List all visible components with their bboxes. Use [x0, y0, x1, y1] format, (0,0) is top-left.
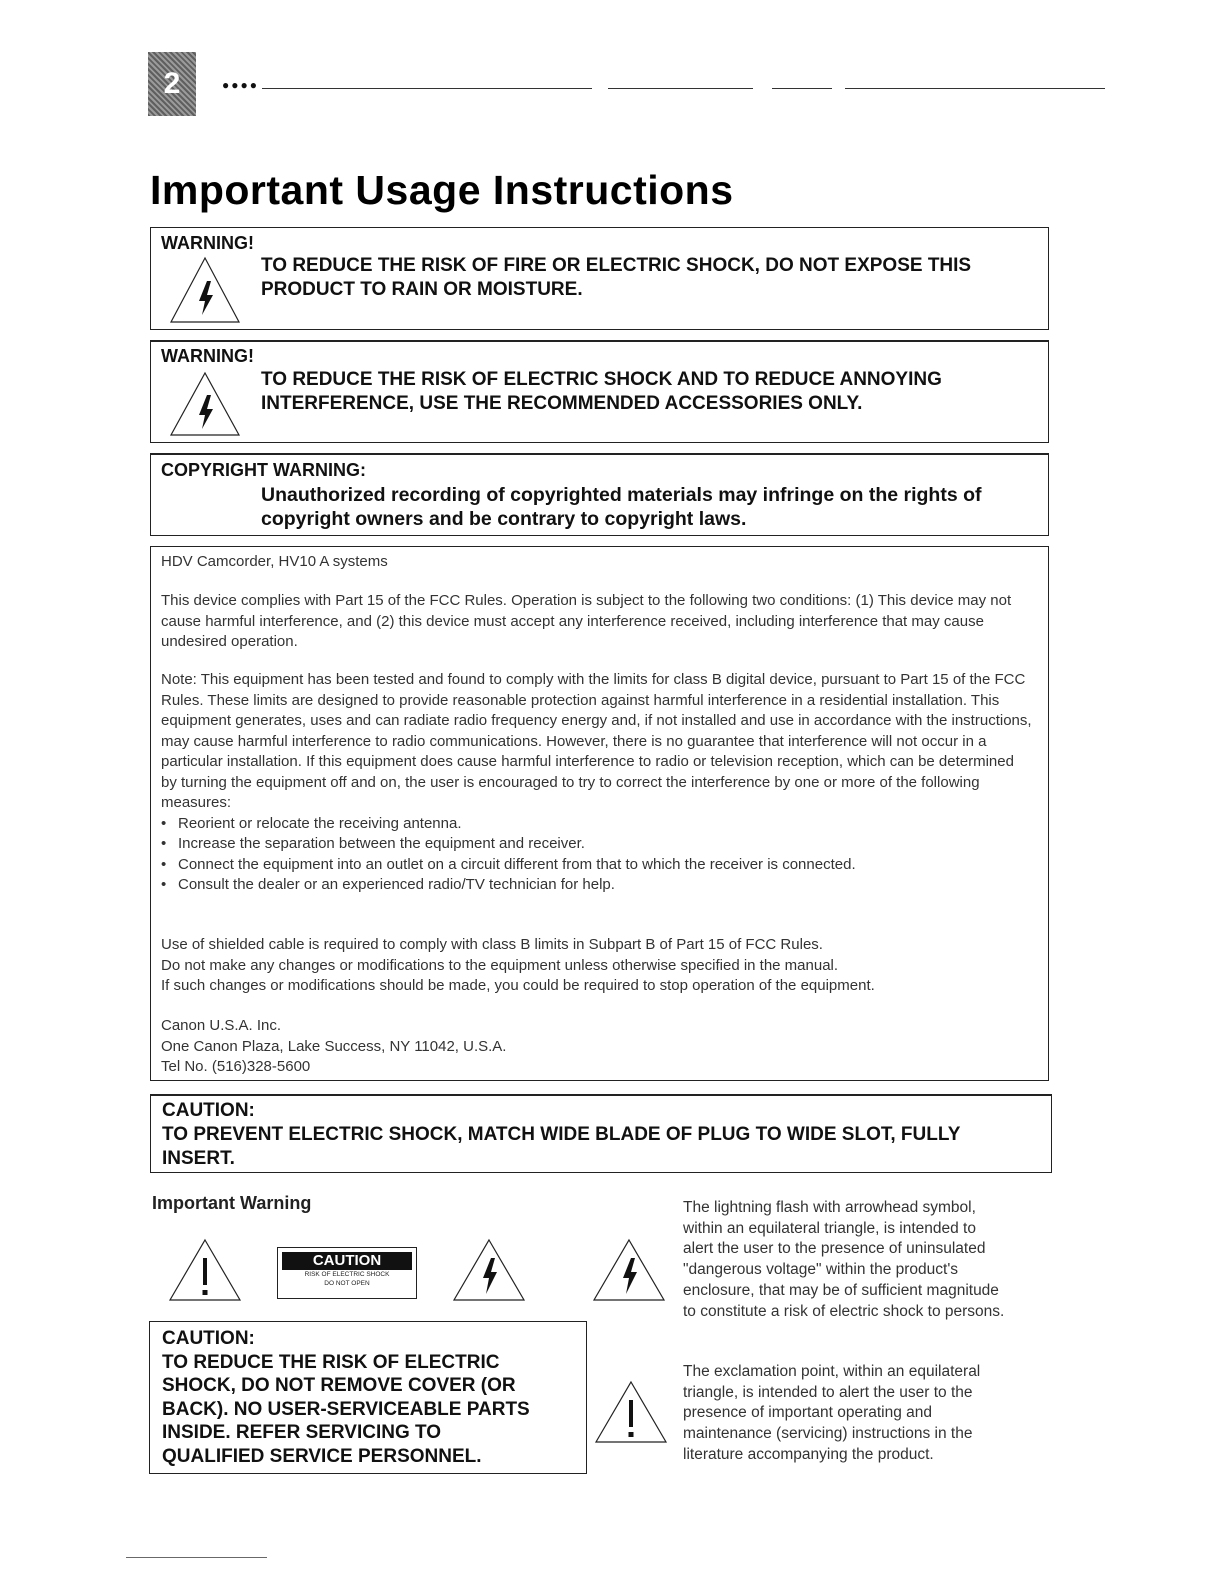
copyright-text [261, 483, 982, 531]
warning-text [261, 368, 942, 416]
exclamation-description [683, 1362, 980, 1466]
page-title: Important Usage Instructions [150, 167, 734, 213]
fcc-shielded-line: Use of shielded cable is required to comply with class B limits in Subpart B of Part 15 of FCC Rules. [161, 936, 823, 953]
fcc-shielded-line: If such changes or modifications should be made, you could be required to stop operation of the equipment. [161, 977, 875, 994]
fcc-shielded [161, 935, 1032, 997]
description-line: within an equilateral triangle, is intended to [683, 1219, 976, 1237]
header-rule [845, 88, 1105, 89]
warning-title: WARNING! [161, 346, 254, 366]
fcc-note-text: Note: This equipment has been tested and found to comply with the limits for class B digital device, pursuant to Part 15 of the FCC Rules. These limits are designed to provide reasonable protection against harmful interference in a residential installation. This equipment generates, uses and can radiate radio frequency energy and, if not installed and use in accordance with the instructions, may cause harmful interference to radio communications. However, there is no guarantee that interference will not occur in a particular installation. If this equipment does cause harmful interference to radio or television reception, which can be determined by turning the equipment off and on, the user is encouraged to try to correct the interference by one or more of the following measures: [161, 671, 1032, 811]
caution-cover-line: SHOCK, DO NOT REMOVE COVER (OR [162, 1375, 516, 1397]
caution-cover-line: QUALIFIED SERVICE PERSONNEL. [162, 1445, 482, 1467]
fcc-product [161, 552, 1032, 573]
lightning-triangle-icon [592, 1238, 666, 1302]
description-line: triangle, is intended to alert the user to the [683, 1383, 973, 1401]
caution-cover-line: INSIDE. REFER SERVICING TO [162, 1422, 442, 1444]
fcc-shielded-line: Do not make any changes or modifications to the equipment unless otherwise specified in the manual. [161, 956, 839, 974]
list-item: • Increase the separation between the equipment and receiver. [161, 834, 1032, 855]
description-line: "dangerous voltage" within the product's [683, 1261, 959, 1279]
important-warning-heading: Important Warning [152, 1193, 312, 1213]
box-top-rule [150, 340, 1049, 342]
caution-plug-text [162, 1099, 960, 1171]
warning-box-accessories [150, 341, 1049, 443]
exclamation-triangle-icon [168, 1238, 242, 1302]
description-line: alert the user to the presence of uninsulated [683, 1240, 986, 1258]
caution-plug-box [150, 1095, 1052, 1173]
box-top-rule [150, 1094, 1052, 1096]
footer-rule [126, 1557, 267, 1558]
description-line: The lightning flash with arrowhead symbol, [683, 1199, 976, 1216]
fcc-notice-box [150, 546, 1049, 1081]
description-line: literature accompanying the product. [683, 1445, 934, 1463]
caution-label-line: DO NOT OPEN [324, 1280, 370, 1287]
copyright-text-line: Unauthorized recording of copyrighted materials may infringe on the rights of [261, 484, 982, 506]
list-item: • Consult the dealer or an experienced radio/TV technician for help. [161, 875, 1032, 896]
lightning-triangle-icon [169, 255, 241, 325]
header-rule [608, 88, 753, 89]
page-number: 2 [163, 67, 181, 100]
description-line: enclosure, that may be of sufficient magnitude [683, 1281, 999, 1299]
caution-plug-title: CAUTION: [162, 1100, 255, 1121]
list-item: • Connect the equipment into an outlet on a circuit different from that to which the receiver is connected. [161, 855, 1032, 876]
caution-label-head: CAUTION [282, 1252, 412, 1270]
header-rule [262, 88, 592, 89]
description-line: The exclamation point, within an equilateral [683, 1363, 981, 1380]
warning-text [261, 254, 971, 302]
header-rule [772, 88, 832, 89]
caution-cover-line: BACK). NO USER-SERVICEABLE PARTS [162, 1398, 530, 1420]
fcc-contact [161, 1016, 1032, 1078]
list-item: • Reorient or relocate the receiving antenna. [161, 814, 1032, 835]
copyright-text-line: copyright owners and be contrary to copyright laws. [261, 508, 747, 530]
fcc-note [161, 670, 1032, 896]
caution-plug-line: INSERT. [162, 1148, 235, 1169]
fcc-company: Canon U.S.A. Inc. [161, 1017, 282, 1034]
warning-text-line: INTERFERENCE, USE THE RECOMMENDED ACCESSORIES ONLY. [261, 393, 863, 414]
page-number-badge [148, 52, 196, 116]
warning-text-line: TO REDUCE THE RISK OF ELECTRIC SHOCK AND TO REDUCE ANNOYING [261, 369, 942, 390]
warning-title: WARNING! [161, 233, 254, 253]
copyright-warning-box [150, 454, 1049, 536]
description-line: to constitute a risk of electric shock to persons. [683, 1302, 1005, 1320]
caution-label-graphic [277, 1247, 417, 1299]
warning-text-line: TO REDUCE THE RISK OF FIRE OR ELECTRIC SHOCK, DO NOT EXPOSE THIS [261, 255, 972, 276]
caution-label-line: RISK OF ELECTRIC SHOCK [304, 1271, 390, 1278]
fcc-compliance [161, 591, 1032, 653]
box-top-rule [150, 453, 1049, 455]
caution-cover-box [149, 1321, 587, 1474]
lightning-triangle-icon [169, 370, 241, 438]
exclamation-triangle-icon [594, 1380, 668, 1444]
caution-cover-line: TO REDUCE THE RISK OF ELECTRIC [162, 1351, 500, 1373]
lightning-triangle-icon [452, 1238, 526, 1302]
fcc-compliance-text: This device complies with Part 15 of the FCC Rules. Operation is subject to the following two conditions: (1) This device may not cause harmful interference, and (2) this device must accept any interference received, including interference that may cause undesired operation. [161, 592, 1012, 650]
caution-plug-line: TO PREVENT ELECTRIC SHOCK, MATCH WIDE BLADE OF PLUG TO WIDE SLOT, FULLY [162, 1124, 961, 1145]
fcc-address: One Canon Plaza, Lake Success, NY 11042, U.S.A. [161, 1037, 507, 1055]
fcc-measures-list [161, 814, 1032, 896]
fcc-tel: Tel No. (516)328-5600 [161, 1058, 311, 1075]
header-dots: ●●●● [222, 78, 259, 92]
description-line: presence of important operating and [683, 1404, 933, 1422]
caution-cover-text [162, 1327, 530, 1469]
fcc-product-line: HDV Camcorder, HV10 A systems [161, 553, 388, 570]
lightning-description [683, 1198, 1004, 1322]
warning-text-line: PRODUCT TO RAIN OR MOISTURE. [261, 279, 583, 300]
description-line: maintenance (servicing) instructions in the [683, 1425, 973, 1443]
copyright-title: COPYRIGHT WARNING: [161, 460, 366, 480]
warning-box-fire [150, 227, 1049, 330]
caution-cover-title: CAUTION: [162, 1328, 255, 1349]
